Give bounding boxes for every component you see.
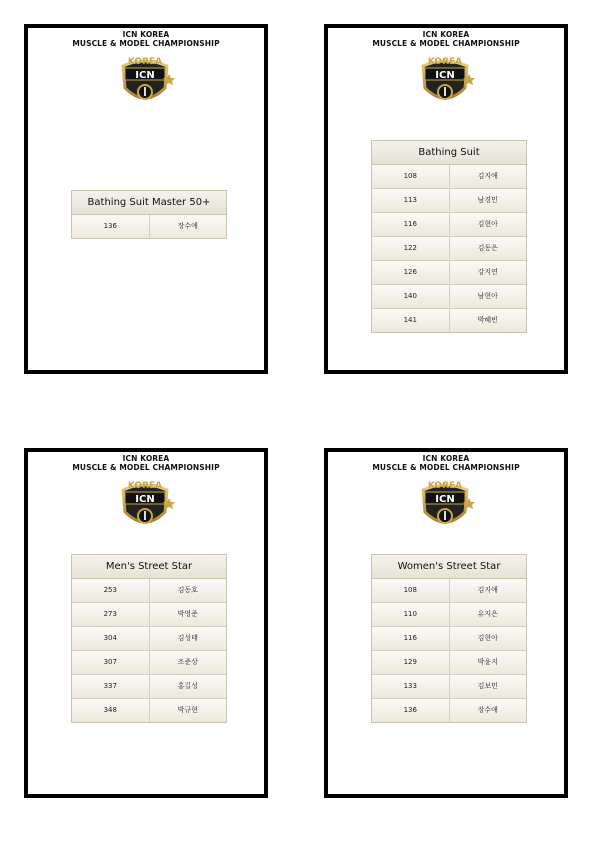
- logo-top-text: KOREA: [127, 57, 163, 67]
- entry-number: 122: [372, 237, 450, 260]
- entry-number: 113: [372, 189, 450, 212]
- table-row: [372, 603, 526, 627]
- entry-name: 김동호: [150, 579, 227, 602]
- header-line-1: ICN KOREA: [122, 454, 170, 463]
- icn-korea-logo: [115, 476, 175, 534]
- entry-number: 253: [72, 579, 150, 602]
- table-row: [72, 603, 226, 627]
- entry-name: 장수애: [150, 215, 227, 238]
- table-row: [372, 237, 526, 261]
- category-title: Bathing Suit: [372, 141, 526, 165]
- category-title: Men's Street Star: [72, 555, 226, 579]
- entry-name: 조준상: [150, 651, 227, 674]
- logo-main-text: ICN: [135, 494, 155, 505]
- entry-table: [371, 554, 527, 723]
- entry-name: 남경민: [450, 189, 527, 212]
- table-row: [372, 675, 526, 699]
- entry-number: 348: [72, 699, 150, 722]
- card-header: [28, 30, 264, 48]
- entry-name: 김지애: [450, 579, 527, 602]
- table-row: [372, 651, 526, 675]
- logo-top-text: KOREA: [127, 481, 163, 491]
- entry-name: 유지은: [450, 603, 527, 626]
- entry-table: [371, 140, 527, 333]
- category-title: Bathing Suit Master 50+: [72, 191, 226, 215]
- entry-name: 박윤지: [450, 651, 527, 674]
- header-line-1: ICN KOREA: [422, 30, 470, 39]
- entry-number: 136: [372, 699, 450, 722]
- card-mens-street-star: [24, 448, 268, 798]
- card-bathing-suit: [324, 24, 568, 374]
- entry-name: 박혜빈: [450, 309, 527, 332]
- entry-number: 129: [372, 651, 450, 674]
- entry-number: 273: [72, 603, 150, 626]
- entry-name: 김지애: [450, 165, 527, 188]
- entry-number: 110: [372, 603, 450, 626]
- entry-name: 김보민: [450, 675, 527, 698]
- table-row: [72, 215, 226, 238]
- entry-number: 136: [72, 215, 150, 238]
- entry-name: 홍길성: [150, 675, 227, 698]
- entry-name: 남현아: [450, 285, 527, 308]
- entry-number: 140: [372, 285, 450, 308]
- entry-table: [71, 554, 227, 723]
- category-title: Women's Street Star: [372, 555, 526, 579]
- table-row: [372, 627, 526, 651]
- icn-korea-logo: [415, 52, 475, 110]
- table-row: [372, 699, 526, 722]
- card-header: [328, 30, 564, 48]
- entry-number: 133: [372, 675, 450, 698]
- entry-name: 김동은: [450, 237, 527, 260]
- entry-name: 김현아: [450, 627, 527, 650]
- table-row: [372, 213, 526, 237]
- entry-number: 304: [72, 627, 150, 650]
- entry-name: 박영준: [150, 603, 227, 626]
- entry-name: 강지연: [450, 261, 527, 284]
- logo-main-text: ICN: [435, 70, 455, 81]
- table-row: [372, 261, 526, 285]
- table-row: [372, 189, 526, 213]
- header-line-2: MUSCLE & MODEL CHAMPIONSHIP: [372, 39, 520, 48]
- logo-main-text: ICN: [435, 494, 455, 505]
- header-line-1: ICN KOREA: [422, 454, 470, 463]
- table-row: [72, 675, 226, 699]
- entry-name: 김현아: [450, 213, 527, 236]
- entry-number: 116: [372, 627, 450, 650]
- entry-table: [71, 190, 227, 239]
- table-row: [72, 651, 226, 675]
- entry-number: 126: [372, 261, 450, 284]
- table-row: [72, 699, 226, 722]
- card-header: [28, 454, 264, 472]
- card-bathing-suit-master: [24, 24, 268, 374]
- entry-number: 116: [372, 213, 450, 236]
- header-line-2: MUSCLE & MODEL CHAMPIONSHIP: [72, 463, 220, 472]
- icn-korea-logo: [115, 52, 175, 110]
- logo-main-text: ICN: [135, 70, 155, 81]
- entry-number: 108: [372, 165, 450, 188]
- entry-number: 108: [372, 579, 450, 602]
- logo-top-text: KOREA: [427, 57, 463, 67]
- table-row: [372, 309, 526, 332]
- logo-top-text: KOREA: [427, 481, 463, 491]
- card-header: [328, 454, 564, 472]
- entry-name: 김성태: [150, 627, 227, 650]
- card-womens-street-star: [324, 448, 568, 798]
- icn-korea-logo: [415, 476, 475, 534]
- entry-name: 박규현: [150, 699, 227, 722]
- header-line-2: MUSCLE & MODEL CHAMPIONSHIP: [372, 463, 520, 472]
- header-line-1: ICN KOREA: [122, 30, 170, 39]
- table-row: [72, 627, 226, 651]
- table-row: [372, 285, 526, 309]
- table-row: [372, 579, 526, 603]
- entry-number: 307: [72, 651, 150, 674]
- header-line-2: MUSCLE & MODEL CHAMPIONSHIP: [72, 39, 220, 48]
- table-row: [72, 579, 226, 603]
- table-row: [372, 165, 526, 189]
- entry-number: 141: [372, 309, 450, 332]
- entry-number: 337: [72, 675, 150, 698]
- entry-name: 장수애: [450, 699, 527, 722]
